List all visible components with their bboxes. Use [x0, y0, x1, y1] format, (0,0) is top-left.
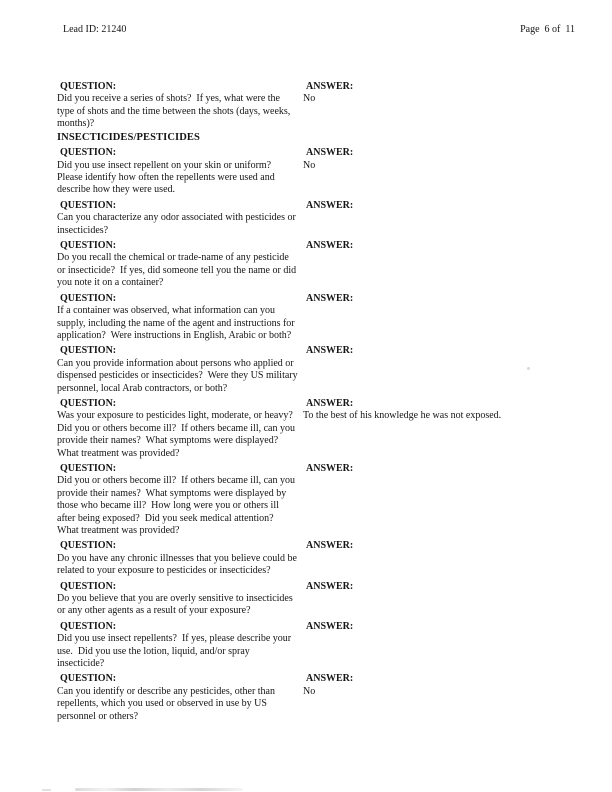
answer-label: ANSWER: [306, 397, 354, 409]
answer-column [303, 540, 576, 577]
question-column [57, 463, 303, 537]
answer-column [303, 240, 576, 290]
answer-text: To the best of his knowledge he was not exposed. [303, 410, 502, 422]
qa-block [57, 240, 576, 290]
answer-label: ANSWER: [306, 673, 354, 685]
answer-label: ANSWER: [306, 620, 354, 632]
question-column [57, 621, 303, 671]
answer-label: ANSWER: [306, 147, 354, 159]
section-heading: INSECTICIDES/PESTICIDES [57, 131, 200, 143]
qa-block [57, 200, 576, 237]
question-text: Did you use insect repellents? If yes, please describe your use. Did you use the lotion, liquid, and/or spray insecticide? [57, 633, 294, 670]
question-label: QUESTION: [60, 345, 117, 357]
question-column [57, 147, 303, 197]
page-number: Page 6 of 11 [520, 24, 575, 35]
question-label: QUESTION: [60, 292, 117, 304]
question-text: Do you recall the chemical or trade-name of any pesticide or insecticide? If yes, did someone tell you the name or did you note it on a container? [57, 252, 299, 289]
question-label: QUESTION: [60, 81, 117, 92]
answer-column [303, 293, 576, 343]
answer-column [303, 581, 576, 618]
question-label: QUESTION: [60, 620, 117, 632]
question-text: Did you use insect repellent on your skin or uniform? Please identify how often the repellents were used and describe how they were used. [57, 159, 278, 196]
question-column [57, 398, 303, 460]
question-label: QUESTION: [60, 673, 117, 685]
answer-label: ANSWER: [306, 345, 354, 357]
answer-label: ANSWER: [306, 462, 354, 474]
qa-block [57, 81, 576, 131]
answer-column [303, 345, 576, 395]
question-label: QUESTION: [60, 580, 117, 592]
qa-block [57, 147, 576, 197]
page-header [0, 0, 612, 36]
question-text: Was your exposure to pesticides light, moderate, or heavy? Did you or others become ill? If others became ill, can you provide their names? What symptoms were displayed? What treatment was provided? [57, 410, 298, 459]
question-text: Do you believe that you are overly sensitive to insecticides or any other agents as a result of your exposure? [57, 593, 296, 617]
answer-label: ANSWER: [306, 199, 354, 211]
scan-artifact-dot [42, 789, 51, 791]
answer-column [303, 621, 576, 671]
question-text: Did you receive a series of shots? If yes, what were the type of shots and the time between the shots (days, weeks, months)? [57, 93, 293, 130]
answer-text: No [303, 93, 316, 105]
question-column [57, 345, 303, 395]
question-label: QUESTION: [60, 199, 117, 211]
qa-block [57, 581, 576, 618]
answer-label: ANSWER: [306, 240, 354, 252]
answer-column [303, 81, 576, 131]
question-text: Did you or others become ill? If others became ill, can you provide their names? What symptoms were displayed by those who became ill? How long were you or others ill after being exposed? Did you seek medical attention? What treatment was provided? [57, 475, 298, 536]
question-column [57, 240, 303, 290]
answer-label: ANSWER: [306, 580, 354, 592]
question-text: Can you identify or describe any pesticides, other than repellents, which you used or observed in use by US personnel or others? [57, 685, 278, 722]
question-column [57, 81, 303, 131]
question-text: Can you provide information about persons who applied or dispensed pesticides or insecticides? Were they US military personnel, local Arab contractors, or both? [57, 357, 301, 394]
question-column [57, 581, 303, 618]
answer-column [303, 673, 576, 723]
qa-list [0, 36, 612, 723]
answer-label: ANSWER: [306, 81, 354, 92]
qa-block [57, 398, 576, 460]
answer-column [303, 463, 576, 537]
question-column [57, 673, 303, 723]
question-column [57, 293, 303, 343]
qa-block [57, 673, 576, 723]
qa-block [57, 621, 576, 671]
answer-text: No [303, 159, 316, 171]
answer-column [303, 200, 576, 237]
question-text: Do you have any chronic illnesses that you believe could be related to your exposure to pesticides or insecticides? [57, 552, 300, 577]
question-text: Can you characterize any odor associated with pesticides or insecticides? [57, 212, 299, 236]
scan-artifact-smudge [75, 788, 243, 791]
question-label: QUESTION: [60, 397, 117, 409]
question-column [57, 540, 303, 577]
qa-block [57, 293, 576, 343]
scan-artifact-speck [527, 367, 530, 370]
question-column [57, 200, 303, 237]
answer-column [303, 398, 576, 460]
answer-column [303, 147, 576, 197]
question-label: QUESTION: [60, 462, 117, 474]
question-label: QUESTION: [60, 240, 117, 252]
lead-id: Lead ID: 21240 [63, 24, 127, 35]
qa-block [57, 463, 576, 537]
answer-label: ANSWER: [306, 540, 354, 552]
qa-block [57, 345, 576, 395]
answer-label: ANSWER: [306, 292, 354, 304]
question-label: QUESTION: [60, 540, 117, 552]
question-text: If a container was observed, what information can you supply, including the name of the agent and instructions for application? Were instructions in English, Arabic or both? [57, 305, 298, 341]
answer-text: No [303, 685, 316, 697]
qa-block [57, 540, 576, 577]
question-label: QUESTION: [60, 147, 117, 159]
